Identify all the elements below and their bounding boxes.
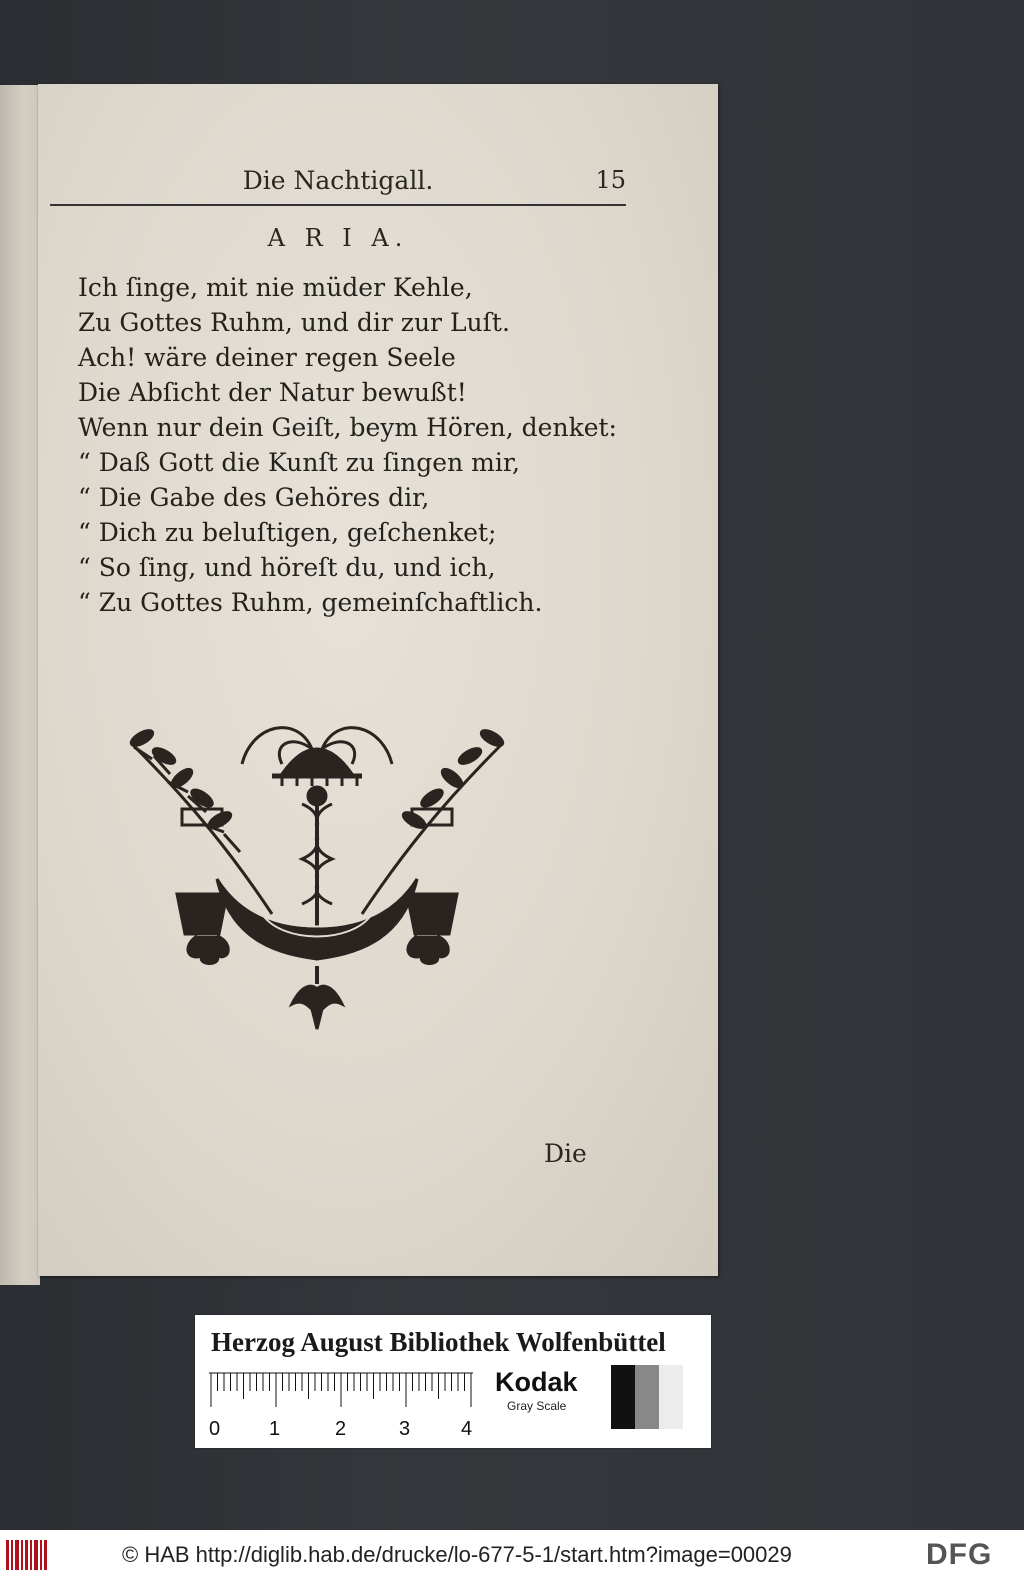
previous-page-edge: [0, 85, 40, 1285]
ruler-number: 3: [399, 1418, 411, 1440]
verse-line: Ach! wäre deiner regen Seele: [78, 343, 456, 372]
ruler-number: 0: [209, 1418, 221, 1440]
gray-patch-white: [659, 1365, 683, 1429]
footer-bar: [0, 1530, 1024, 1582]
catchword: Die: [544, 1139, 587, 1168]
institution-name: Herzog August Bibliothek Wolfenbüttel: [211, 1327, 666, 1357]
verse-line: “ Dich zu beluſtigen, geſchenket;: [78, 518, 497, 547]
gray-scale-patches: [611, 1365, 683, 1429]
color-target-card: [195, 1315, 711, 1448]
measurement-ruler: [209, 1371, 479, 1441]
running-head: [50, 164, 626, 206]
gray-patch-mid: [635, 1365, 659, 1429]
verse-line: “ Die Gabe des Gehöres dir,: [78, 483, 430, 512]
copyright-link[interactable]: © HAB http://diglib.hab.de/drucke/lo-677-5-1/start.htm?image=00029: [122, 1542, 792, 1567]
aria-heading: A R I A.: [267, 224, 409, 252]
ruler-number: 4: [461, 1418, 473, 1440]
ruler-number: 1: [269, 1418, 281, 1440]
verse-line: Zu Gottes Ruhm, und dir zur Luſt.: [78, 308, 510, 337]
verse-line: Die Abſicht der Natur bewußt!: [78, 378, 467, 407]
floral-vignette-icon: [122, 704, 512, 1034]
verse-line: “ Zu Gottes Ruhm, gemeinſchaftlich.: [78, 588, 543, 617]
verse-line: “ Daß Gott die Kunſt zu ſingen mir,: [78, 448, 520, 477]
kodak-logo: Kodak: [495, 1367, 578, 1397]
book-page: [38, 84, 718, 1276]
verse-list: [78, 270, 638, 620]
kodak-subtitle: Gray Scale: [507, 1399, 567, 1413]
hab-barcode-icon: [6, 1540, 48, 1570]
running-title: Die Nachtigall.: [242, 166, 434, 195]
gray-patch-black: [611, 1365, 635, 1429]
ruler-number: 2: [335, 1418, 347, 1440]
verse-line: Ich ſinge, mit nie müder Kehle,: [78, 273, 473, 302]
dfg-logo: DFG: [926, 1538, 993, 1571]
verse-line: “ So ſing, und höreſt du, und ich,: [78, 553, 496, 582]
verse-line: Wenn nur dein Geiſt, beym Hören, denket:: [78, 413, 617, 442]
page-number: 15: [595, 166, 626, 194]
